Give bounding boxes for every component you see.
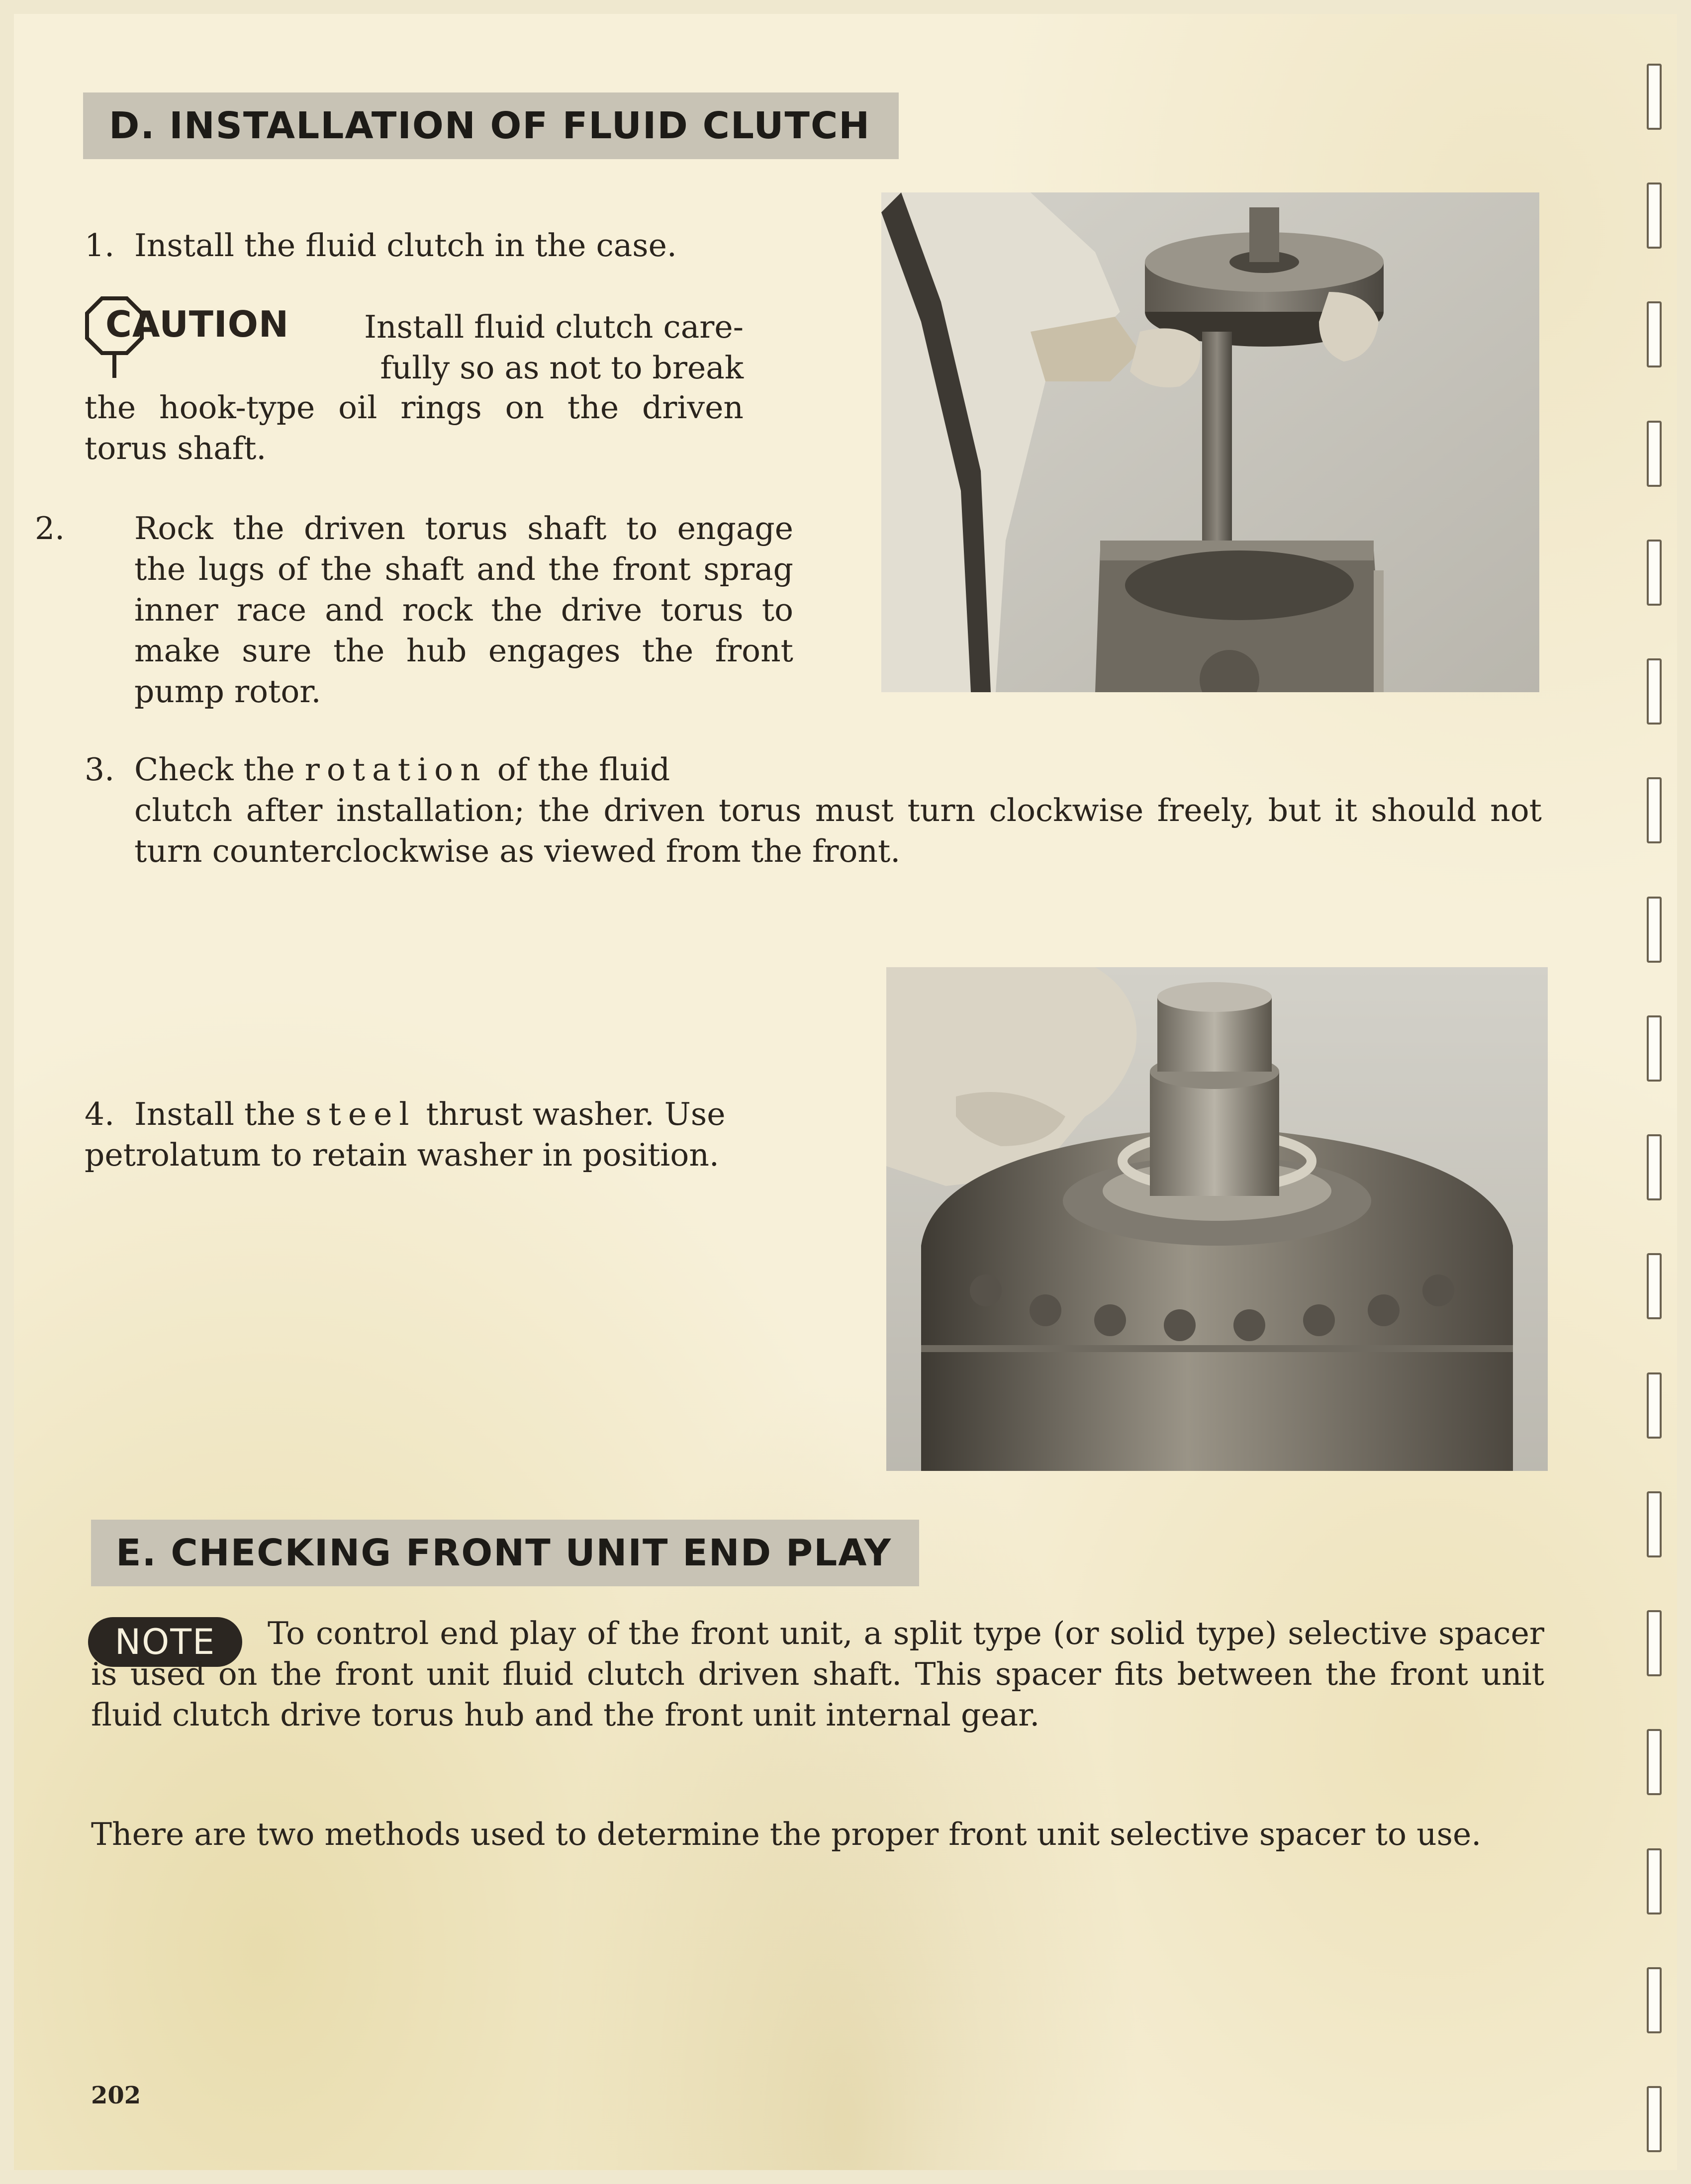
spiral-binding bbox=[1647, 64, 1672, 2152]
fluid-clutch-installation-image bbox=[881, 192, 1539, 692]
caution-label bbox=[105, 303, 289, 345]
thrust-washer-image bbox=[886, 967, 1548, 1471]
caution-text-line-1: Install fluid clutch care- bbox=[364, 309, 744, 345]
section-e-heading bbox=[91, 1520, 919, 1586]
binding-hole bbox=[1647, 1372, 1662, 1439]
step-4-number: 4. bbox=[85, 1096, 115, 1132]
caution-label-text: CAUTION bbox=[105, 303, 289, 345]
binding-hole bbox=[1647, 421, 1662, 487]
binding-hole bbox=[1647, 301, 1662, 367]
step-2 bbox=[35, 508, 793, 712]
binding-hole bbox=[1647, 777, 1662, 843]
step-1-number: 1. bbox=[85, 227, 115, 264]
binding-hole bbox=[1647, 1015, 1662, 1082]
binding-hole bbox=[1647, 1848, 1662, 1914]
binding-hole bbox=[1647, 1134, 1662, 1200]
photo-installing-fluid-clutch bbox=[881, 192, 1539, 692]
binding-hole bbox=[1647, 2086, 1662, 2152]
page-number: 202 bbox=[91, 2082, 141, 2109]
binding-hole bbox=[1647, 1967, 1662, 2033]
step-4-text-after: thrust washer. Use petrolatum to retain washer in position. bbox=[85, 1096, 726, 1173]
binding-hole bbox=[1647, 1253, 1662, 1319]
step-2-text: Rock the driven torus shaft to engage the lugs of the shaft and the front sprag inner race and rock the drive torus to make sure the hub engages the front pump rotor. bbox=[134, 510, 793, 710]
step-2-number: 2. bbox=[35, 510, 65, 546]
binding-hole bbox=[1647, 658, 1662, 725]
step-4-line-1 bbox=[85, 1094, 746, 1176]
step-4-emphasis: steel bbox=[305, 1096, 416, 1132]
binding-hole bbox=[1647, 182, 1662, 249]
step-3-text-rest: clutch after installation; the driven torus must turn clockwise freely, but it should not turn counterclockwise as viewed from the front. bbox=[134, 792, 1542, 869]
caution-text-line-4: torus shaft. bbox=[85, 430, 267, 466]
caution-text-line-2: fully so as not to break bbox=[380, 350, 744, 386]
step-3-text-before: Check the bbox=[134, 751, 295, 788]
binding-hole bbox=[1647, 540, 1662, 606]
section-d-heading bbox=[83, 92, 899, 159]
caution-text-line-3: the hook-type oil rings on the driven bbox=[85, 389, 744, 426]
binding-hole bbox=[1647, 897, 1662, 963]
methods-paragraph: There are two methods used to determine the proper front unit selective spacer to use. bbox=[91, 1816, 1482, 1852]
step-1 bbox=[85, 225, 746, 266]
step-4-text-before: Install the bbox=[134, 1096, 296, 1132]
section-e-heading-text: E. CHECKING FRONT UNIT END PLAY bbox=[116, 1532, 892, 1574]
step-3-number: 3. bbox=[85, 751, 115, 788]
step-3-line-1 bbox=[85, 749, 746, 790]
section-d-heading-text: D. INSTALLATION OF FLUID CLUTCH bbox=[109, 104, 871, 147]
step-3-line-1-end: of the fluid bbox=[497, 751, 670, 788]
note-badge-label: NOTE bbox=[114, 1622, 216, 1662]
note-text: To control end play of the front unit, a split type (or solid type) selective spacer is used on the front unit fluid clutch driven shaft. This spacer fits between the front unit fluid clutch drive torus hub and the front unit internal gear. bbox=[91, 1615, 1544, 1733]
photo-thrust-washer bbox=[886, 967, 1548, 1471]
binding-hole bbox=[1647, 64, 1662, 130]
step-3-emphasis: rotation bbox=[304, 751, 487, 788]
step-1-text: Install the fluid clutch in the case. bbox=[134, 227, 677, 264]
binding-hole bbox=[1647, 1491, 1662, 1557]
binding-hole bbox=[1647, 1610, 1662, 1676]
binding-hole bbox=[1647, 1729, 1662, 1795]
